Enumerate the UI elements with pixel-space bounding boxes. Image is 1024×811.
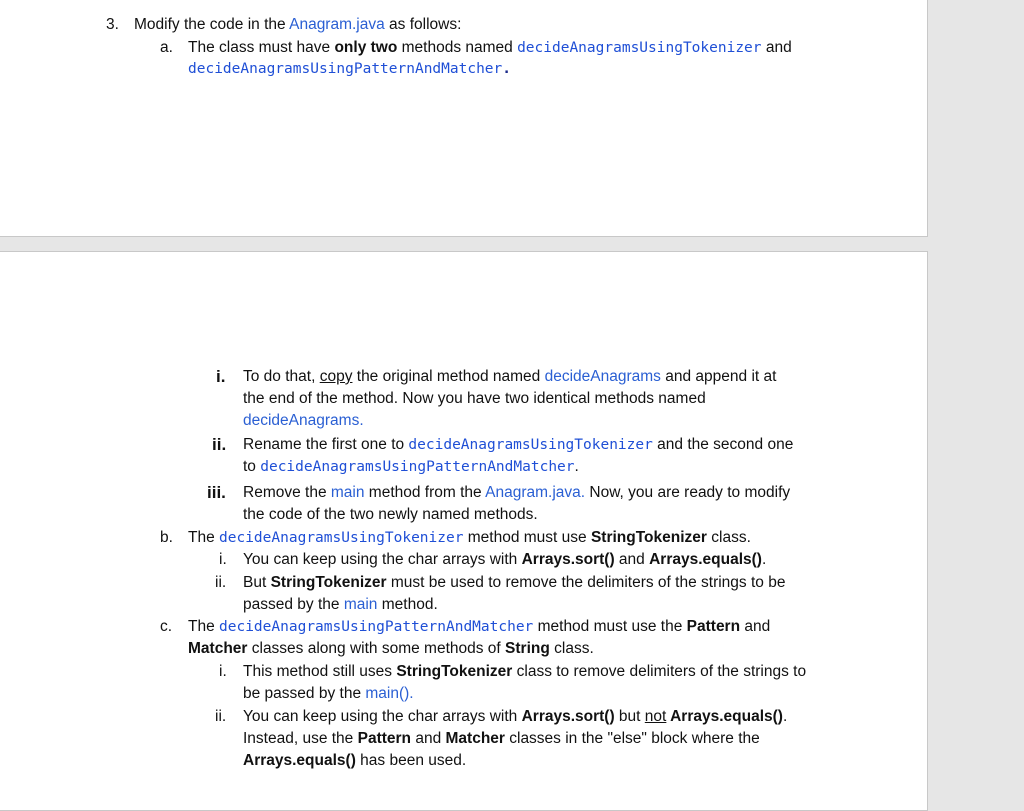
document-page-1 (0, 0, 928, 237)
item-a-line-2: decideAnagramsUsingPatternAndMatcher. (188, 61, 512, 77)
item-i-line-3: decideAnagrams. (243, 412, 364, 429)
item-a-label: a. (160, 39, 173, 56)
item-3-text: Modify the code in the Anagram.java as follows: (134, 16, 462, 33)
item-c-i-label: i. (219, 663, 227, 680)
item-b-label: b. (160, 529, 173, 546)
item-iii-line-1: Remove the main method from the Anagram.java. Now, you are ready to modify (243, 484, 791, 501)
item-b-line: The decideAnagramsUsingTokenizer method must use StringTokenizer class. (188, 529, 751, 546)
item-i-line-1: To do that, copy the original method named decideAnagrams and append it at (243, 368, 777, 385)
item-c-i-line-1: This method still uses StringTokenizer class to remove delimiters of the strings to (243, 663, 807, 680)
item-c-line-1: The decideAnagramsUsingPatternAndMatcher method must use the Pattern and (188, 618, 771, 635)
item-c-ii-line-3: Arrays.equals() has been used. (243, 752, 467, 769)
item-b-ii-line-2: passed by the main method. (243, 596, 438, 613)
file-name-link: Anagram.java (289, 16, 385, 33)
item-iii-line-2: the code of the two newly named methods. (243, 506, 538, 523)
item-b-ii-line-1: But StringTokenizer must be used to remove the delimiters of the strings to be (243, 574, 786, 591)
item-ii-line-2: to decideAnagramsUsingPatternAndMatcher. (243, 458, 579, 475)
item-a-line-1: The class must have only two methods named decideAnagramsUsingTokenizer and (188, 39, 792, 56)
item-3-number: 3. (106, 16, 119, 33)
document-page-2 (0, 251, 928, 811)
item-i-line-2: the end of the method. Now you have two identical methods named (243, 390, 706, 407)
method-name-code: decideAnagramsUsingTokenizer (517, 40, 762, 56)
item-c-label: c. (160, 618, 173, 635)
item-i-label: i. (216, 367, 226, 386)
item-ii-label: ii. (212, 435, 227, 454)
item-b-i-label: i. (219, 551, 227, 568)
item-c-line-2: Matcher classes along with some methods of String class. (188, 640, 594, 657)
item-b-ii-label: ii. (215, 574, 227, 591)
item-b-i-line: You can keep using the char arrays with Arrays.sort() and Arrays.equals(). (243, 551, 767, 568)
item-c-ii-line-2: Instead, use the Pattern and Matcher classes in the "else" block where the (243, 730, 760, 747)
item-iii-label: iii. (207, 483, 226, 502)
item-ii-line-1: Rename the first one to decideAnagramsUsingTokenizer and the second one (243, 436, 794, 453)
item-c-ii-line-1: You can keep using the char arrays with Arrays.sort() but not Arrays.equals(). (243, 708, 788, 725)
item-c-ii-label: ii. (215, 708, 227, 725)
item-c-i-line-2: be passed by the main(). (243, 685, 414, 702)
method-name-code: decideAnagramsUsingPatternAndMatcher (188, 61, 503, 77)
